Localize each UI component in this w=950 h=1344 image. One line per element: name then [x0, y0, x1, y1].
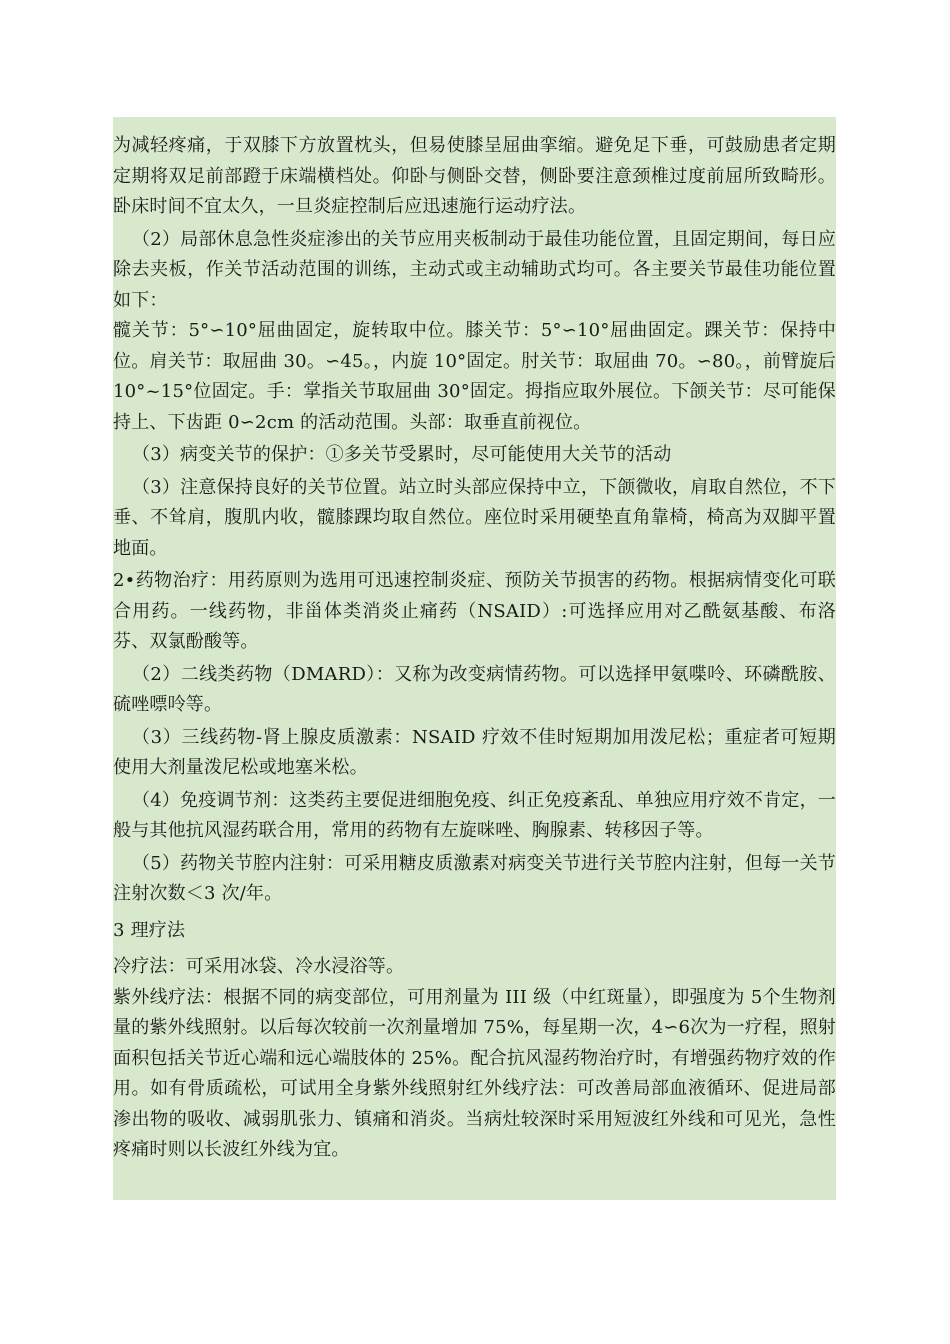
paragraph-uv-therapy: 紫外线疗法：根据不同的病变部位，可用剂量为 III 级（中红斑量），即强度为 5个生物剂量的紫外线照射。以后每次较前一次剂量增加 75%，每星期一次，4∽6次为一疗程，照射面积包括关节近心端和远心端肢体的 25%。配合抗风湿药物治疗时，有增强药物疗效的作用。如有骨质疏松，可试用全身紫外线照射红外线疗法：可改善局部血液循环、促进局部渗出物的吸收、减弱肌张力、镇痛和消炎。当病灶较深时采用短波红外线和可见光，急性疼痛时则以长波红外线为宜。 — [113, 986, 836, 1160]
paragraph-cold-therapy: 冷疗法：可采用冰袋、冷水浸浴等。 — [113, 956, 405, 977]
paragraph-drug-therapy: 2•药物治疗：用药原则为选用可迅速控制炎症、预防关节损害的药物。根据病情变化可联合用药。一线药物，非甾体类消炎止痛药（NSAID）:可选择应用对乙酰氨基酸、布洛芬、双氯酚酸等。 — [113, 570, 836, 652]
paragraph-bed-position: 为减轻疼痛，于双膝下方放置枕头，但易使膝呈屈曲挛缩。避免足下垂，可鼓励患者定期定期将双足前部蹬于床端横档处。仰卧与侧卧交替，侧卧要注意颈椎过度前屈所致畸形。卧床时间不宜太久，一旦炎症控制后应迅速施行运动疗法。 — [113, 135, 836, 217]
paragraph-intra-articular-injection: （5）药物关节腔内注射：可采用糖皮质激素对病变关节进行关节腔内注射，但每一关节注射次数＜3 次/年。 — [113, 852, 836, 904]
paragraph-second-line-drugs: （2）二线类药物（DMARD）：又称为改变病情药物。可以选择甲氨喋呤、环磷酰胺、硫唑嘌呤等。 — [113, 663, 836, 715]
paragraph-posture: （3）注意保持良好的关节位置。站立时头部应保持中立，下颌微收，肩取自然位，不下垂、不耸肩，腹肌内收，髋膝踝均取自然位。座位时采用硬垫直角靠椅，椅高为双脚平置地面。 — [113, 476, 836, 559]
paragraph-joint-protection: （3）病变关节的保护：①多关节受累时，尽可能使用大关节的活动 — [132, 444, 672, 465]
paragraph-immunomodulators: （4）免疫调节剂：这类药主要促进细胞免疫、纠正免疫紊乱、单独应用疗效不肯定，一般与其他抗风湿药联合用，常用的药物有左旋咪唑、胸腺素、转移因子等。 — [113, 789, 836, 841]
paragraph-third-line-drugs: （3）三线药物-肾上腺皮质激素：NSAID 疗效不佳时短期加用泼尼松；重症者可短期使用大剂量泼尼松或地塞米松。 — [113, 726, 836, 778]
section-heading-physiotherapy: 3 理疗法 — [113, 919, 186, 941]
highlighted-text-block — [113, 117, 836, 1200]
paragraph-local-rest: （2）局部休息急性炎症渗出的关节应用夹板制动于最佳功能位置，且固定期间，每日应除去夹板，作关节活动范围的训练，主动式或主动辅助式均可。各主要关节最佳功能位置如下： — [113, 228, 836, 311]
paragraph-joint-positions: 髋关节：5°∽10°屈曲固定，旋转取中位。膝关节：5°∽10°屈曲固定。踝关节：保持中位。肩关节：取屈曲 30。∽45。，内旋 10°固定。肘关节：取屈曲 70。∽80。，前臂旋后 10°~15°位固定。手：掌指关节取屈曲 30°固定。拇指应取外展位。下颌关节：尽可能保持上、下齿距 0∽2cm 的活动范围。头部：取垂直前视位。 — [113, 320, 836, 433]
